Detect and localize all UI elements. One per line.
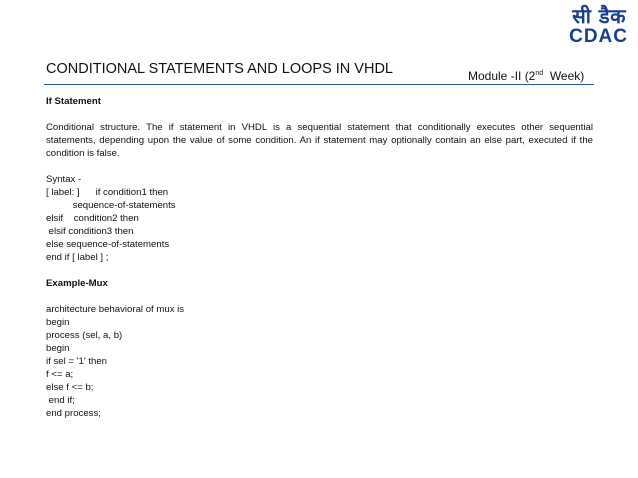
code-line: f <= a;: [46, 369, 74, 380]
code-line: architecture behavioral of mux is: [46, 304, 185, 315]
syntax-line: else sequence-of-statements: [46, 239, 170, 250]
syntax-line: elsif condition3 then: [46, 226, 134, 237]
cdac-logo: [558, 2, 628, 48]
page-title: CONDITIONAL STATEMENTS AND LOOPS IN VHDL: [46, 61, 393, 77]
code-line: end process;: [46, 408, 101, 419]
code-line: if sel = '1' then: [46, 356, 107, 367]
code-line: end if;: [46, 395, 75, 406]
module-suffix: Week): [543, 69, 585, 83]
description-paragraph: Conditional structure. The if statement in VHDL is a sequential statement that conditionally executes other sequential statements, depending upon the value of some condition. An if statement may optionally contain an else part, executed if the condition is false.: [46, 122, 593, 159]
logo-cdac-text: CDAC: [569, 26, 628, 47]
code-line: begin: [46, 317, 70, 328]
code-line: else f <= b;: [46, 382, 94, 393]
code-line: begin: [46, 343, 70, 354]
content-body: [46, 95, 593, 420]
module-prefix: Module -II (2: [468, 69, 536, 83]
syntax-line: sequence-of-statements: [46, 200, 176, 211]
module-sup: nd: [535, 70, 544, 77]
syntax-line: elsif condition2 then: [46, 213, 139, 224]
syntax-line: Syntax -: [46, 174, 82, 185]
title-divider: [44, 84, 594, 85]
section-heading-if: If Statement: [46, 96, 101, 107]
logo-hindi-text: सी डैक: [572, 4, 626, 28]
code-line: process (sel, a, b): [46, 330, 123, 341]
syntax-line: [ label: ] if condition1 then: [46, 187, 169, 198]
syntax-line: end if [ label ] ;: [46, 252, 109, 263]
module-label: [468, 69, 584, 83]
section-heading-example: Example-Mux: [46, 278, 108, 289]
